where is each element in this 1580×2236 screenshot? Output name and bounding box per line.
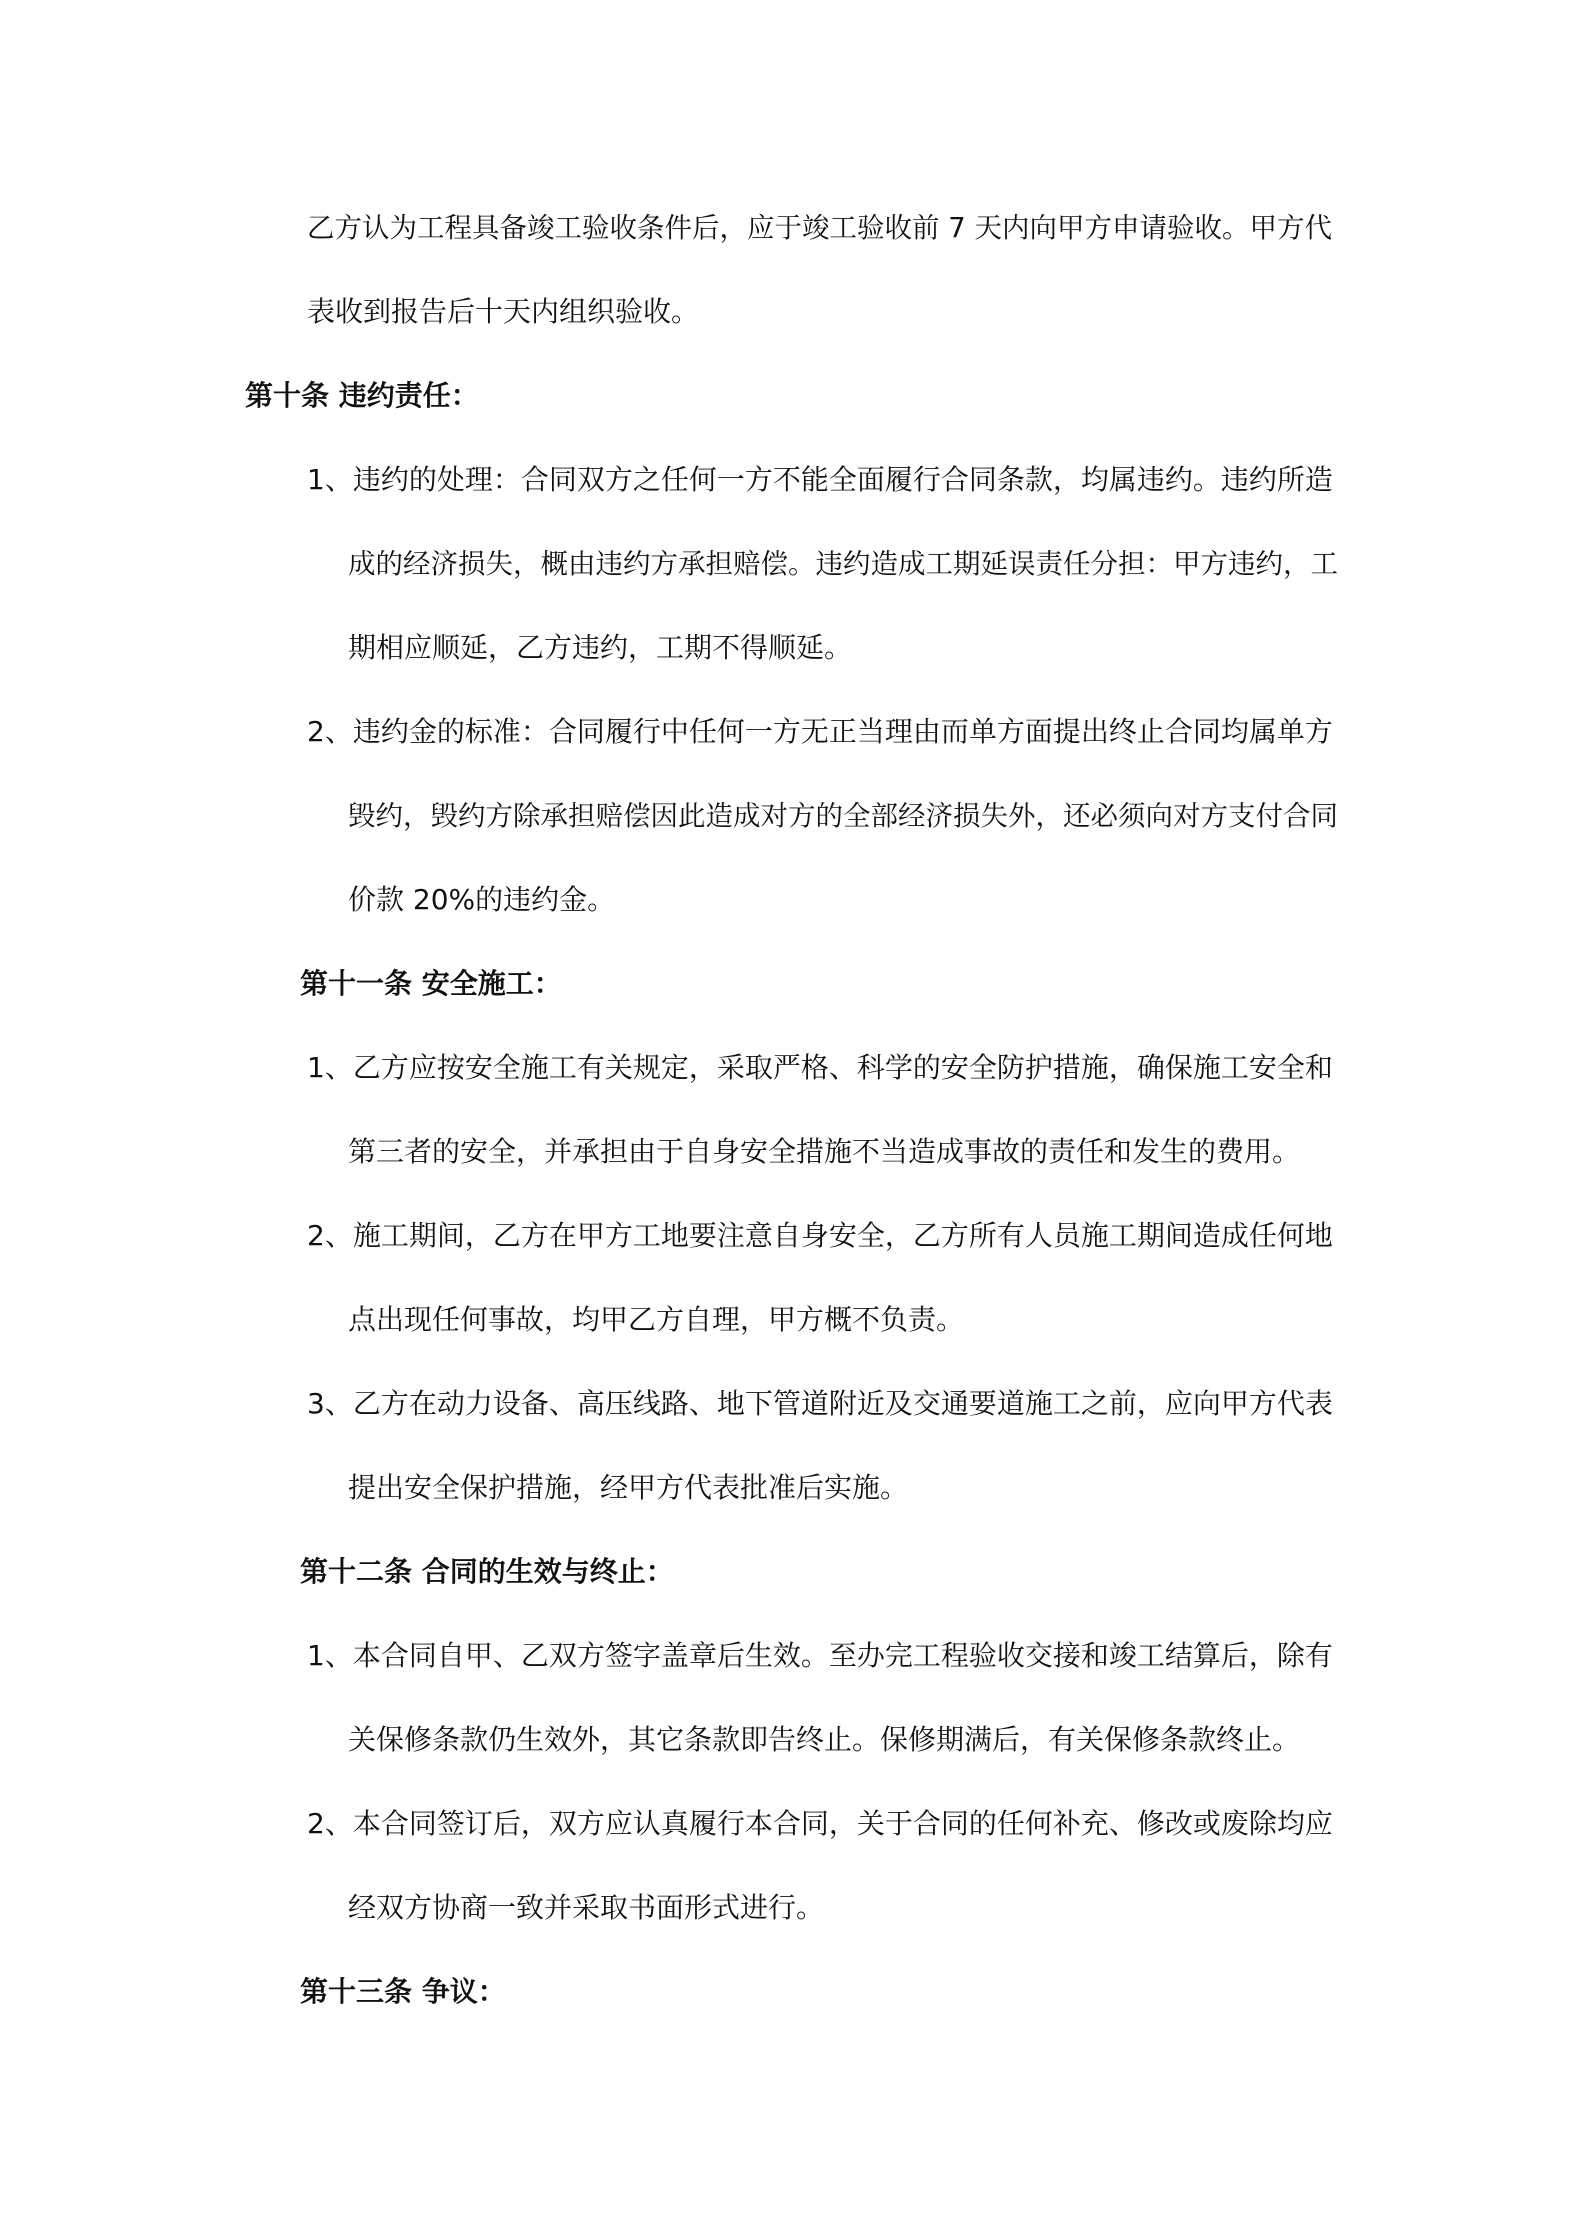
list-item-line: 提出安全保护措施，经甲方代表批准后实施。 xyxy=(348,1471,909,1504)
paragraph-line: 表收到报告后十天内组织验收。 xyxy=(307,295,700,328)
paragraph-line: 乙方认为工程具备竣工验收条件后，应于竣工验收前 7 天内向甲方申请验收。甲方代 xyxy=(307,212,1332,244)
list-item-line: 第三者的安全，并承担由于自身安全措施不当造成事故的责任和发生的费用。 xyxy=(348,1135,1301,1168)
section-heading: 第十一条 安全施工： xyxy=(300,967,562,1000)
list-item-line: 1、乙方应按安全施工有关规定，采取严格、科学的安全防护措施，确保施工安全和 xyxy=(307,1051,1333,1084)
section-heading: 第十条 违约责任： xyxy=(245,379,479,412)
list-item-line: 3、乙方在动力设备、高压线路、地下管道附近及交通要道施工之前，应向甲方代表 xyxy=(307,1387,1333,1420)
list-item-line: 价款 20%的违约金。 xyxy=(348,883,616,916)
list-item-line: 成的经济损失，概由违约方承担赔偿。违约造成工期延误责任分担：甲方违约，工 xyxy=(348,548,1338,580)
list-item-line: 2、违约金的标准：合同履行中任何一方无正当理由而单方面提出终止合同均属单方 xyxy=(307,715,1333,748)
list-item-line: 2、本合同签订后，双方应认真履行本合同，关于合同的任何补充、修改或废除均应 xyxy=(307,1807,1333,1840)
list-item-line: 毁约，毁约方除承担赔偿因此造成对方的全部经济损失外，还必须向对方支付合同 xyxy=(348,800,1338,832)
list-item-line: 经双方协商一致并采取书面形式进行。 xyxy=(348,1891,825,1924)
section-heading: 第十三条 争议： xyxy=(300,1975,506,2008)
list-item-line: 1、违约的处理：合同双方之任何一方不能全面履行合同条款，均属违约。违约所造 xyxy=(307,463,1333,496)
list-item-line: 1、本合同自甲、乙双方签字盖章后生效。至办完工程验收交接和竣工结算后，除有 xyxy=(307,1639,1333,1672)
list-item-line: 期相应顺延，乙方违约，工期不得顺延。 xyxy=(348,631,853,664)
list-item-line: 2、施工期间，乙方在甲方工地要注意自身安全，乙方所有人员施工期间造成任何地 xyxy=(307,1219,1333,1252)
list-item-line: 点出现任何事故，均甲乙方自理，甲方概不负责。 xyxy=(348,1303,965,1336)
list-item-line: 关保修条款仍生效外，其它条款即告终止。保修期满后，有关保修条款终止。 xyxy=(348,1723,1301,1756)
section-heading: 第十二条 合同的生效与终止： xyxy=(300,1555,674,1588)
